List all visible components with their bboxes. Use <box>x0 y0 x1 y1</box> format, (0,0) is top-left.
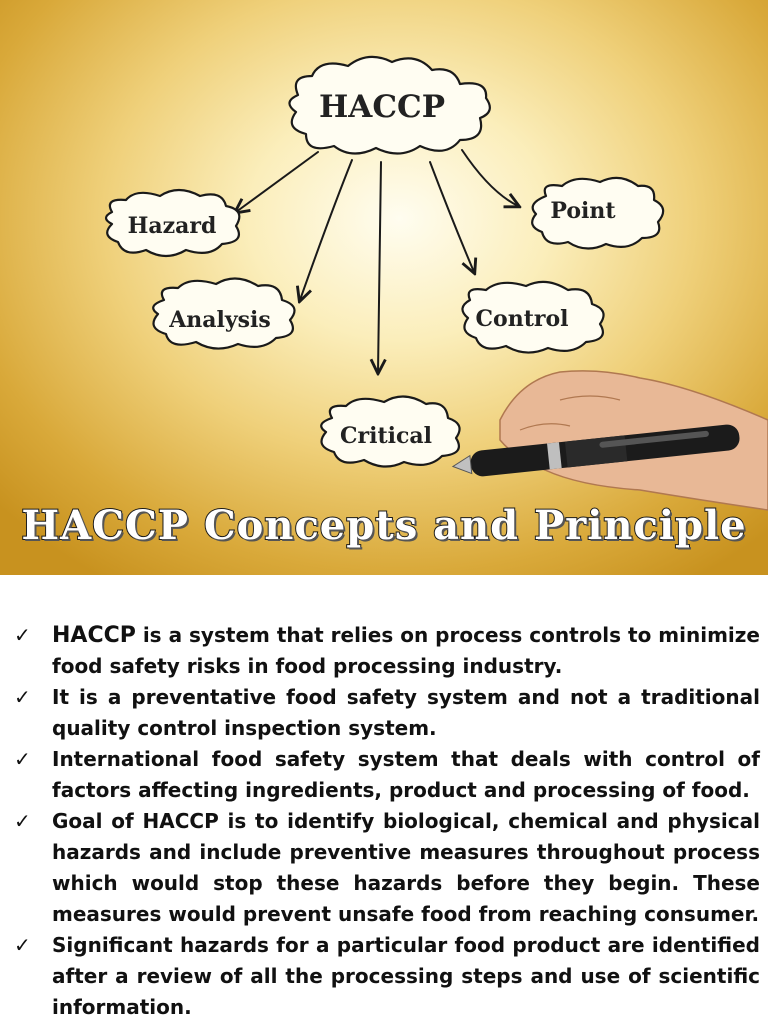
node-critical-label: Critical <box>340 423 432 449</box>
arrow-to-critical <box>378 162 381 372</box>
check-icon: ✓ <box>14 809 31 833</box>
bullet-text: International food safety system that deals with control of factors affecting ingredients, product and processing of food. <box>52 747 760 802</box>
node-hazard-label: Hazard <box>127 213 217 239</box>
arrow-to-analysis <box>300 160 352 300</box>
bullet-text: is a system that relies on process controls to minimize food safety risks in food processing industry. <box>52 623 760 678</box>
bullet-item <box>14 682 760 744</box>
banner-title: HACCP Concepts and Principle <box>21 502 747 549</box>
check-icon: ✓ <box>14 623 31 647</box>
node-control-label: Control <box>475 306 569 332</box>
bullet-item <box>14 806 760 930</box>
check-icon: ✓ <box>14 685 31 709</box>
node-haccp-label: HACCP <box>319 89 445 125</box>
bullet-item <box>14 620 760 682</box>
bullet-list <box>14 620 760 1023</box>
bullet-text: It is a preventative food safety system and not a traditional quality control inspection system. <box>52 685 760 740</box>
node-point-label: Point <box>550 198 616 224</box>
bullet-item <box>14 744 760 806</box>
bullet-item <box>14 930 760 1023</box>
arrow-to-hazard <box>236 152 318 212</box>
arrow-to-point <box>462 150 518 206</box>
node-analysis-label: Analysis <box>169 307 271 333</box>
bullet-text: Significant hazards for a particular food product are identified after a review of all the processing steps and use of scientific information. <box>52 933 760 1019</box>
hand-pen-illustration <box>452 371 768 510</box>
bullet-text: Goal of HACCP is to identify biological, chemical and physical hazards and include preventive measures throughout process which would stop these hazards before they begin. These measures would prevent unsafe food from reaching consumer. <box>52 809 760 926</box>
check-icon: ✓ <box>14 933 31 957</box>
arrow-to-control <box>430 162 474 272</box>
check-icon: ✓ <box>14 747 31 771</box>
bullet-lead: HACCP <box>52 623 136 648</box>
